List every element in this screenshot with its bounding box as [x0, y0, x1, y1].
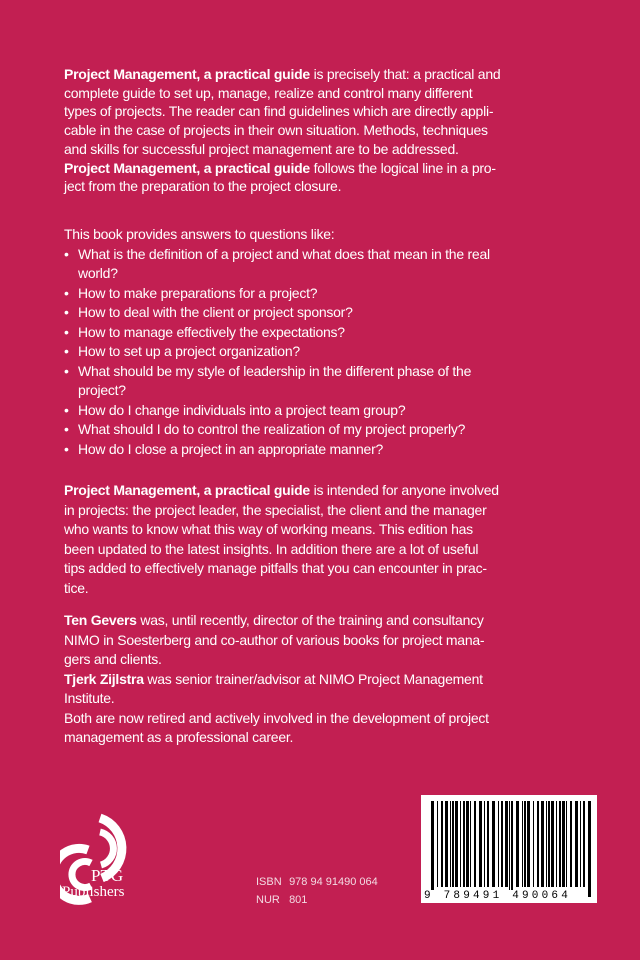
text-line	[64, 140, 594, 159]
text-line	[64, 559, 594, 579]
question-text: What is the definition of a project and what does that mean in the real	[78, 245, 490, 262]
line-text: who wants to know what this way of working means. This edition has	[64, 521, 473, 537]
bullet-icon: •	[64, 421, 69, 437]
barcode-bar	[546, 801, 547, 887]
barcode-bar	[441, 801, 443, 887]
book-title-bold: Project Management, a practical guide	[64, 482, 310, 498]
text-line	[64, 102, 594, 121]
text-line	[64, 121, 594, 140]
questions-list	[64, 225, 594, 459]
line-text: was, until recently, director of the training and consultancy	[136, 612, 484, 628]
line-text: types of projects. The reader can find guidelines which are directly appli-	[64, 103, 494, 120]
line-text: is precisely that: a practical and	[309, 66, 501, 82]
barcode-bar	[516, 801, 519, 887]
question-item	[64, 381, 594, 401]
book-title-bold: Tjerk Zijlstra	[64, 670, 144, 687]
barcode-bar	[479, 801, 482, 887]
line-text: tips added to effectively manage pitfalls that you can encounter in prac-	[64, 560, 487, 576]
barcode-bar	[541, 801, 544, 887]
question-item	[64, 303, 594, 323]
barcode-bar	[474, 801, 476, 887]
barcode-bar	[562, 801, 565, 887]
barcode-bar	[492, 801, 495, 887]
barcode	[421, 795, 597, 903]
barcode-bar	[588, 801, 591, 897]
isbn-label: ISBN	[256, 876, 282, 888]
barcode-bar	[498, 801, 499, 887]
barcode-bar	[556, 801, 557, 887]
text-line	[64, 709, 594, 729]
barcode-bar	[466, 801, 469, 887]
question-text: project?	[78, 382, 126, 398]
question-text: How do I close a project in an appropriate manner?	[78, 440, 384, 457]
line-text: NIMO in Soesterberg and co-author of various books for project mana-	[64, 631, 485, 648]
text-line	[64, 481, 594, 501]
line-text: been updated to the latest insights. In addition there are a lot of useful	[64, 540, 479, 557]
line-text: complete guide to set up, manage, realize and control many different	[64, 84, 473, 101]
line-text: ject from the preparation to the project closure.	[64, 178, 342, 195]
line-text: gers and clients.	[64, 651, 162, 667]
barcode-bar	[452, 801, 454, 887]
barcode-bar	[450, 801, 451, 887]
barcode-bars	[421, 795, 597, 903]
line-text: cable in the case of projects in their own situation. Methods, techniques	[64, 122, 488, 139]
line-text: follows the logical line in a pro-	[309, 159, 496, 176]
barcode-bar	[566, 801, 567, 887]
barcode-bar	[463, 801, 465, 887]
bullet-icon: •	[64, 440, 69, 457]
publisher-subtitle: Publishers	[62, 884, 125, 900]
book-title-bold: Ten Gevers	[64, 612, 137, 628]
text-line	[64, 728, 594, 748]
line-text: Both are now retired and actively involved in the development of project	[64, 709, 489, 726]
barcode-bar	[533, 801, 534, 887]
question-text: What should be my style of leadership in the different phase of the	[78, 362, 472, 379]
question-text: How to set up a project organization?	[78, 343, 300, 359]
line-text: and skills for successful project management are to be addressed.	[64, 140, 459, 157]
line-text: management as a professional career.	[64, 729, 294, 745]
question-text: world?	[78, 265, 118, 281]
barcode-bar	[580, 801, 581, 887]
barcode-bar	[537, 801, 539, 887]
question-item	[64, 323, 594, 343]
barcode-bar	[445, 801, 448, 887]
question-text: How to deal with the client or project sponsor?	[78, 304, 353, 320]
nur-value: 801	[289, 894, 308, 906]
barcode-bar	[431, 801, 434, 897]
line-text: Institute.	[64, 690, 115, 706]
barcode-bar	[509, 801, 510, 897]
barcode-bar	[559, 801, 561, 887]
text-line	[64, 650, 594, 670]
text-line	[64, 501, 594, 521]
text-line	[64, 177, 594, 196]
isbn-value: 978 94 91490 064	[289, 876, 378, 888]
bullet-icon: •	[64, 362, 69, 379]
text-line	[64, 670, 594, 690]
text-line	[64, 540, 594, 560]
question-text: How do I change individuals into a project team group?	[78, 401, 406, 418]
question-text: How to manage effectively the expectations?	[78, 323, 345, 340]
description-paragraph	[64, 65, 594, 196]
barcode-bar	[527, 801, 530, 887]
text-line	[64, 631, 594, 651]
line-text: is intended for anyone involved	[309, 482, 499, 498]
barcode-bar	[548, 801, 550, 887]
barcode-bar	[437, 801, 438, 887]
bullet-icon: •	[64, 284, 69, 301]
question-text: How to make preparations for a project?	[78, 284, 318, 301]
barcode-bar	[455, 801, 458, 887]
text-line	[64, 579, 594, 599]
barcode-bar	[501, 801, 503, 887]
bullet-icon: •	[64, 323, 69, 340]
bullet-icon: •	[64, 245, 69, 262]
bullet-icon: •	[64, 401, 69, 418]
book-title-bold: Project Management, a practical guide	[64, 66, 310, 82]
text-line	[64, 84, 594, 103]
barcode-bar	[583, 801, 585, 887]
publisher-name: PTG	[91, 866, 124, 885]
barcode-digits: 9 789491 490064	[424, 890, 572, 902]
nur-label: NUR	[256, 894, 280, 906]
barcode-bar	[551, 801, 554, 887]
barcode-bar	[470, 801, 471, 887]
question-item	[64, 440, 594, 460]
barcode-bar	[484, 801, 485, 887]
question-item	[64, 362, 594, 382]
question-item	[64, 284, 594, 304]
question-item	[64, 420, 594, 440]
line-text: was senior trainer/advisor at NIMO Project Management	[143, 670, 483, 687]
question-text: What should I do to control the realization of my project properly?	[78, 421, 466, 437]
questions-intro: This book provides answers to questions like:	[64, 226, 335, 242]
barcode-bar	[505, 801, 508, 887]
isbn-info	[256, 873, 378, 909]
text-line	[64, 520, 594, 540]
question-item	[64, 401, 594, 421]
line-text: tice.	[64, 579, 89, 596]
text-line	[64, 65, 594, 84]
barcode-bar	[575, 801, 578, 887]
barcode-bar	[460, 801, 461, 887]
question-item	[64, 342, 594, 362]
audience-paragraph	[64, 481, 594, 598]
barcode-bar	[487, 801, 489, 887]
bullet-icon: •	[64, 343, 69, 359]
barcode-bar	[570, 801, 572, 887]
barcode-bar	[524, 801, 526, 887]
barcode-bar	[522, 801, 523, 887]
barcode-bar	[511, 801, 513, 897]
authors-paragraph	[64, 611, 594, 748]
line-text: in projects: the project leader, the specialist, the client and the manager	[64, 501, 487, 518]
text-line	[64, 689, 594, 709]
bullet-icon: •	[64, 304, 69, 320]
text-line	[64, 611, 594, 631]
question-item	[64, 264, 594, 284]
text-line	[64, 159, 594, 178]
book-title-bold: Project Management, a practical guide	[64, 159, 310, 176]
question-item	[64, 245, 594, 265]
